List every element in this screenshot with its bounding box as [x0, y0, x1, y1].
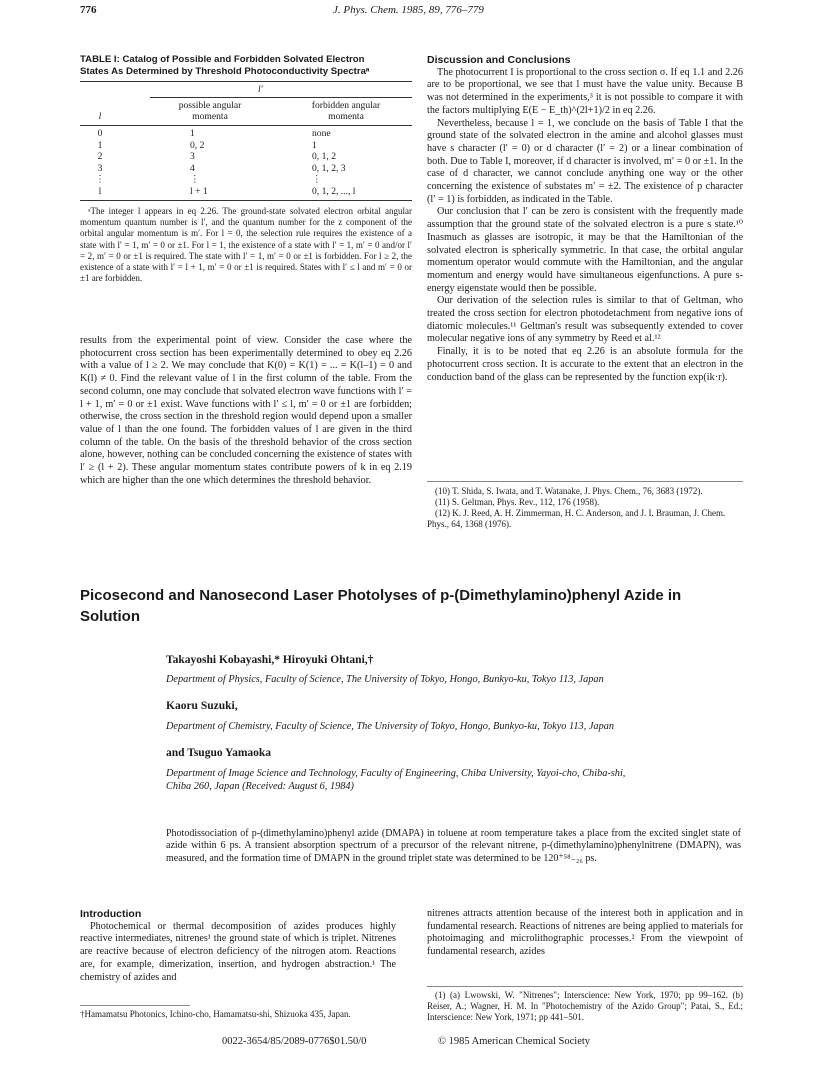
- discussion-p3: Our conclusion that l′ can be zero is consistent with the frequently made assumption that the ground state of the solvated electron is a pure s state.¹⁰ Inasmuch as glasses are isotropic, it may be that the Hamiltonian of the solvated electron is spherically symmetric. In that case, the orbital angular momentum operator would commute with the Hamiltonian, and the angular momentum and energy would have simultaneous eigenfunctions. A pure s-energy eigenstate would then be possible.: [427, 206, 743, 294]
- table-caption-line2: States As Determined by Threshold Photoconductivity Spectraᵃ: [80, 65, 370, 77]
- affiliation-3-line2: Chiba 260, Japan (Received: August 6, 1984): [166, 781, 354, 792]
- table-cell-l: l: [98, 185, 102, 197]
- authors-group-1: Takayoshi Kobayashi,* Hiroyuki Ohtani,†: [166, 654, 374, 666]
- affiliation-footnote-block: [80, 1005, 396, 1020]
- article-title-line2: Solution: [80, 608, 140, 625]
- table-cell-forbidden: ⋮: [312, 174, 322, 186]
- table-cell-possible: 4: [190, 162, 195, 174]
- introduction-heading: Introduction: [80, 908, 142, 920]
- table-cell-possible: 1: [190, 128, 195, 139]
- table-row: [80, 174, 412, 186]
- footer-copyright: © 1985 American Chemical Society: [438, 1036, 591, 1047]
- table-cell-forbidden: 1: [312, 139, 317, 151]
- discussion-p5: Finally, it is to be noted that eq 2.26 is an absolute formula for the photocurrent cross section. It is accurate to the extent that an electron in the conduction band of the glass can be represented by the function exp(ik·r).: [427, 346, 743, 383]
- discussion-p4: Our derivation of the selection rules is similar to that of Geltman, who treated the cross section for electron photodetachment from negative ions of diatomic molecules.¹¹ Geltman's result was subsequently extended to cover molecular negative ions of any symmetry by Reed et al.¹²: [427, 295, 743, 345]
- table-col-l: l: [98, 111, 102, 122]
- references: [427, 481, 743, 530]
- discussion-p1: The photocurrent I is proportional to the cross section σ. If eq 1.1 and 2.26 are to be proportional, we see that l must have the value unity. Because B was not determined in the experiments,³ it is not possible to compare it with the factors multiplying E(E − E_th)^(2l+1)/2 in eq 2.26.: [427, 66, 743, 116]
- table-cell-possible: ⋮: [190, 174, 200, 186]
- table-col-possible-2: momenta: [192, 111, 228, 122]
- affiliation-3-line1: Department of Image Science and Technology, Faculty of Engineering, Chiba University, Yayoi-cho, Chiba-shi,: [166, 768, 626, 779]
- table-cell-l: 1: [97, 139, 103, 151]
- left-body-text: results from the experimental point of view. Consider the case where the photocurrent cross section has been experimentally determined to obey eq 2.26 with a value of l ≥ 2. We may conclude that K(0) = K(1) = ... = K(l–1) = 0 and K(l) ≠ 0. Find the relevant value of l in the first column of the table. From the second column, one may conclude that solvated electron wave functions with l′ = l + 1, m′ = 0 or ±1 exist. Wave functions with l′ ≤ l, m′ = 0 or ±1 are forbidden; otherwise, the cross section in the threshold region would depend upon a smaller value of l than the one found. The forbidden values of l are given in the third column of the table. On the basis of the threshold behavior of the cross section alone, however, nothing can be concluded concerning the existence of states with l′ ≥ (l + 2). These angular momentum states contribute powers of k in eq 2.19 which are higher than the one which determines the threshold behavior.: [80, 335, 412, 486]
- article-title-line1: Picosecond and Nanosecond Laser Photolyses of p-(Dimethylamino)phenyl Azide in: [80, 587, 682, 604]
- table-col-possible-1: possible angular: [178, 100, 242, 111]
- table-row: [80, 128, 412, 140]
- table-caption-line1: TABLE I: Catalog of Possible and Forbidden Solvated Electron: [80, 54, 365, 65]
- table-cell-possible: 0, 2: [190, 139, 205, 151]
- table-cell-forbidden: 0, 1, 2, 3: [312, 162, 346, 174]
- references-rule: [427, 481, 743, 482]
- journal-header: J. Phys. Chem. 1985, 89, 776–779: [333, 4, 484, 16]
- table-bottom-rule: [80, 200, 412, 201]
- footnote-rule-left: [80, 1005, 190, 1006]
- footnote-rule-right: [427, 986, 743, 987]
- reference-item: (11) S. Geltman, Phys. Rev., 112, 176 (1958).: [435, 497, 600, 507]
- left-body: [80, 335, 412, 487]
- authors-group-2: Kaoru Suzuki,: [166, 700, 238, 712]
- hamamatsu-footnote: †Hamamatsu Photonics, Ichino-cho, Hamamatsu-shi, Shizuoka 435, Japan.: [80, 1009, 351, 1019]
- reference-item: (10) T. Shida, S. Iwata, and T. Watanake, J. Phys. Chem., 76, 3683 (1972).: [435, 486, 703, 496]
- introduction-left-text: Photochemical or thermal decomposition of azides produces highly reactive intermediates, nitrenes¹ the ground state of which is triplet. Nitrenes are reactive because of electron deficiency of the nitrogen atom. Reactions are, for example, dimerization, insertion, and hydrogen abstraction.¹ The chemistry of azides and: [80, 920, 396, 983]
- table-cell-l: ⋮: [95, 174, 105, 186]
- introduction-right-text: nitrenes attracts attention because of the interest both in application and in fundamental research. Reactions of nitrenes are being applied to materials for photoimaging and microlithographic processes.² From the viewpoint of fundamental research, azides: [427, 908, 743, 958]
- introduction-right: [427, 908, 743, 959]
- table-body: [80, 128, 412, 198]
- discussion-heading: Discussion and Conclusions: [427, 54, 571, 66]
- table-cell-l: 2: [97, 151, 103, 163]
- affiliation-1: Department of Physics, Faculty of Science, The University of Tokyo, Hongo, Bunkyo-ku, Tokyo 113, Japan: [166, 674, 604, 685]
- table-row: [80, 163, 412, 175]
- table-cell-forbidden: 0, 1, 2: [312, 151, 336, 163]
- page-number: 776: [80, 4, 97, 16]
- references-list: [427, 486, 743, 530]
- footer-code: 0022-3654/85/2089-0776$01.50/0: [222, 1036, 367, 1047]
- introduction-left: [80, 908, 396, 984]
- authors-group-3: and Tsuguo Yamaoka: [166, 747, 272, 759]
- table-cell-possible: 3: [190, 151, 195, 163]
- table-footnote: ᵃThe integer l appears in eq 2.26. The ground-state solvated electron orbital angular momentum quantum number is l′, and the quantum number for the z component of the orbital angular momentum is m′. For l = 0, the selection rule requires the existence of a state with l′ = 1, m′ = 0 or ±1. For l = 1, the existence of a state with l′ = 1, m′ = 0 and/or l′ = 2, m′ = 0 or ±1 is required. The state with l′ = 1, m′ = 0 or ±1 is forbidden. For l ≥ 2, the existence of a state with l′ = l + 1, m′ = 0 or ±1 is required. States with l′ ≤ l and m′ = 0 or ±1 are forbidden.: [80, 206, 412, 284]
- table-header-rule: [80, 125, 412, 126]
- discussion-p2: Nevertheless, because l = 1, we conclude on the basis of Table I that the ground state of the solvated electron in the amine and alcohol glasses must have s character (l′ = 0) or d character (l′ = 2) or a linear combination of both. Due to Table I, moreover, if d character is involved, m′ = 0 or ±1. In the case of d character, we cannot conclude anything one way or the other concerning the existence of substates m′ = ±2. The existence of p character (l′ = 1) is forbidden, as indicated in the Table.: [427, 117, 743, 205]
- abstract: Photodissociation of p-(dimethylamino)phenyl azide (DMAPA) in toluene at room temperature takes a place from the excited singlet state of azide within 6 ps. A transient absorption spectrum of a precursor of the relevant nitrene, p-(dimethylamino)phenylnitrene (DMAPN), was measured, and the formation time of DMAPN in the ground triplet state was determined to be 120⁺⁵⁸₋₂₆ ps.: [166, 828, 741, 864]
- reference-1-block: [427, 986, 743, 1024]
- reference-item: (12) K. J. Reed, A. H. Zimmerman, H. C. Anderson, and J. I. Brauman, J. Chem. Phys., 64, 1368 (1976).: [427, 508, 726, 529]
- table-col-forbidden-2: momenta: [328, 111, 364, 122]
- affiliation-2: Department of Chemistry, Faculty of Science, The University of Tokyo, Hongo, Bunkyo-ku, Tokyo 113, Japan: [166, 721, 615, 732]
- table-cell-forbidden: 0, 1, 2, ..., l: [312, 185, 356, 197]
- table-cell-l: 3: [97, 162, 103, 174]
- table-cell-l: 0: [97, 128, 103, 139]
- table-group-header: l′: [258, 84, 263, 95]
- article-title: [80, 585, 760, 627]
- table-col-forbidden-1: forbidden angular: [311, 100, 381, 111]
- discussion-section: [427, 54, 743, 384]
- reference-1: (1) (a) Lwowski, W. "Nitrenes"; Interscience: New York, 1970; pp 99–162. (b) Reiser, A.; Wagner, H. M. In "Photochemistry of the Azido Group"; Patai, S., Ed.; Interscience: New York, 1971; pp 441–501.: [427, 990, 743, 1023]
- table-cell-forbidden: none: [312, 128, 331, 139]
- table-cell-possible: l + 1: [190, 185, 208, 197]
- table-row: [80, 186, 412, 198]
- table-row: [80, 140, 412, 152]
- table-group-rule: [150, 97, 412, 98]
- table-row: [80, 151, 412, 163]
- table-1: [80, 54, 412, 284]
